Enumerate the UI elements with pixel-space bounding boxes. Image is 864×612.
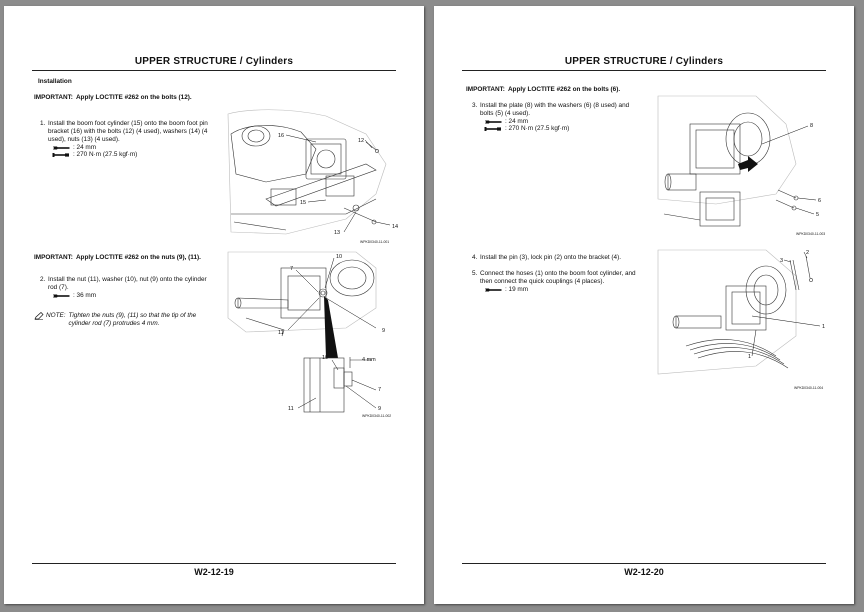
important-notice bbox=[34, 94, 212, 102]
step-text: Install the pin (3), lock pin (2) onto the bracket (4). bbox=[480, 254, 622, 261]
page-header-title: UPPER STRUCTURE / Cylinders bbox=[134, 56, 294, 67]
step-text: Install the nut (11), washer (10), nut (9) onto the cylinder rod (7). bbox=[48, 276, 207, 291]
note-block bbox=[34, 312, 212, 328]
footer-rule bbox=[462, 563, 826, 564]
hose-connection-illustration bbox=[656, 246, 832, 386]
instruction-step bbox=[40, 276, 212, 299]
callout-1: 1 bbox=[748, 354, 752, 360]
important-label: IMPORTANT: bbox=[466, 86, 505, 93]
step-text: Install the plate (8) with the washers (6) (8 used) and bolts (5) (4 used). bbox=[480, 102, 630, 117]
wrench-icon bbox=[52, 145, 70, 151]
important-text: Apply LOCTITE #262 on the bolts (6). bbox=[507, 86, 621, 93]
callout-3: 3 bbox=[780, 258, 784, 264]
instruction-step bbox=[472, 270, 644, 293]
manual-page-left bbox=[4, 6, 424, 604]
detail-dimension: 4 mm bbox=[362, 357, 376, 363]
callout-7: 7 bbox=[290, 266, 294, 272]
instruction-step bbox=[472, 102, 644, 132]
callout-13: 13 bbox=[334, 230, 341, 236]
callout-1: 1 bbox=[822, 324, 826, 330]
spec-row bbox=[52, 151, 212, 158]
important-text: Apply LOCTITE #262 on the bolts (12). bbox=[75, 94, 192, 101]
cylinder-rod-illustration bbox=[226, 248, 402, 418]
step-text: Install the boom foot cylinder (15) onto the boom foot pin bracket (16) with the bolts (12) (4 used), washers (14) (4 used), nuts (13) (4 used). bbox=[48, 120, 208, 143]
callout-8: 8 bbox=[810, 123, 814, 129]
figure-code: WPKD0340-11-001 bbox=[360, 240, 390, 244]
page-number: W2-12-19 bbox=[194, 567, 234, 577]
wrench-icon bbox=[52, 293, 70, 299]
figure-code: WPKD0340-11-004 bbox=[794, 386, 824, 390]
figure-code: WPKD0340-11-002 bbox=[362, 414, 392, 418]
page-header-title: UPPER STRUCTURE / Cylinders bbox=[564, 56, 724, 67]
instruction-step bbox=[40, 120, 212, 158]
header-rule bbox=[462, 70, 826, 71]
instruction-step bbox=[472, 254, 644, 262]
plate-illustration bbox=[656, 94, 832, 230]
page-number: W2-12-20 bbox=[624, 567, 664, 577]
callout-14: 14 bbox=[392, 224, 399, 230]
footer-rule bbox=[32, 563, 396, 564]
important-label: IMPORTANT: bbox=[34, 94, 73, 101]
hose-connection-figure bbox=[656, 246, 832, 386]
spec-value: : 24 mm bbox=[73, 143, 97, 151]
wrench-icon bbox=[484, 287, 502, 293]
torque-wrench-icon bbox=[484, 126, 502, 132]
note-label: NOTE: bbox=[46, 312, 66, 319]
callout-11: 11 bbox=[278, 330, 284, 336]
detail-callout-7: 7 bbox=[378, 387, 382, 393]
important-notice bbox=[466, 86, 646, 94]
manual-page-right bbox=[434, 6, 854, 604]
step-number: 5. bbox=[472, 270, 478, 277]
boom-cylinder-figure bbox=[226, 104, 402, 244]
figure-code: WPKD0340-11-003 bbox=[796, 232, 826, 236]
callout-16: 16 bbox=[278, 133, 285, 139]
step-number: 3. bbox=[472, 102, 478, 109]
spec-value: : 270 N·m (27.5 kgf·m) bbox=[505, 124, 570, 132]
step-text: Connect the hoses (1) onto the boom foot cylinder, and then connect the quick couplings (4 places). bbox=[480, 270, 636, 285]
spec-value: : 19 mm bbox=[505, 285, 529, 293]
detail-callout-11: 11 bbox=[288, 406, 294, 412]
important-text: Apply LOCTITE #262 on the nuts (9), (11). bbox=[75, 254, 201, 261]
section-heading: Installation bbox=[38, 78, 72, 85]
step-number: 1. bbox=[40, 120, 46, 127]
callout-6: 6 bbox=[818, 198, 822, 204]
torque-wrench-icon bbox=[52, 152, 70, 158]
callout-5: 5 bbox=[816, 212, 820, 218]
spec-row bbox=[484, 286, 644, 293]
step-number: 2. bbox=[40, 276, 46, 283]
callout-10: 10 bbox=[336, 254, 343, 260]
boom-cylinder-illustration bbox=[226, 104, 402, 244]
spec-row bbox=[484, 125, 644, 132]
note-text: Tighten the nuts (9), (11) so that the tip of the cylinder rod (7) protrudes 4 mm. bbox=[68, 312, 197, 327]
plate-figure bbox=[656, 94, 832, 230]
wrench-icon bbox=[484, 119, 502, 125]
callout-15: 15 bbox=[300, 200, 307, 206]
detail-callout-9: 9 bbox=[378, 406, 382, 412]
cylinder-rod-figure bbox=[226, 248, 402, 418]
detail-callout-10: 10 bbox=[322, 355, 329, 361]
important-notice bbox=[34, 254, 212, 262]
spec-value: : 24 mm bbox=[505, 117, 529, 125]
spec-value: : 36 mm bbox=[73, 291, 97, 299]
spec-row bbox=[52, 292, 212, 299]
callout-12: 12 bbox=[358, 138, 365, 144]
callout-2: 2 bbox=[806, 250, 810, 256]
callout-9: 9 bbox=[382, 328, 386, 334]
header-rule bbox=[32, 70, 396, 71]
pencil-icon bbox=[34, 312, 44, 320]
important-label: IMPORTANT: bbox=[34, 254, 73, 261]
step-number: 4. bbox=[472, 254, 478, 261]
spec-value: : 270 N·m (27.5 kgf·m) bbox=[73, 150, 138, 158]
